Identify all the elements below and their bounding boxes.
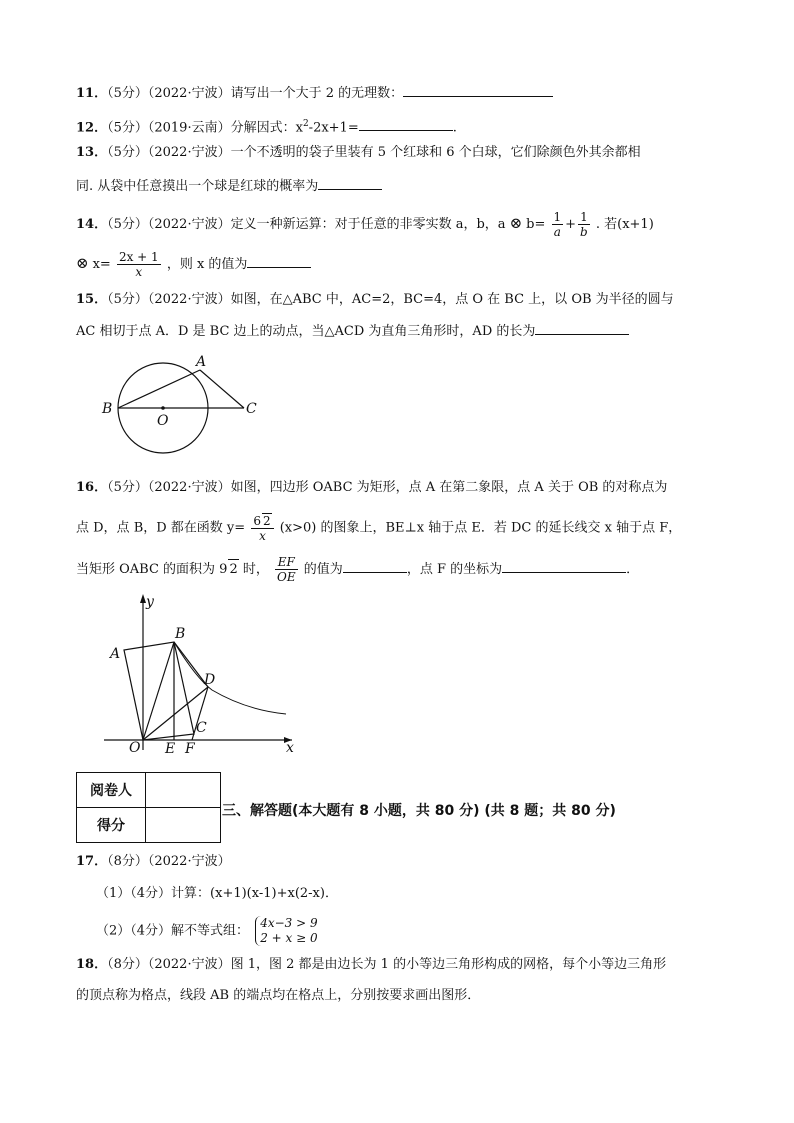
answer-blank[interactable] [318, 175, 382, 190]
fraction-6root2-over-x: $\frac{6 2}{x}$ [251, 513, 273, 543]
otimes-symbol: ⊗ [509, 214, 523, 232]
label-b: B [175, 626, 186, 642]
question-14-line2: ⊗ x= $\frac{2x + 1}{x}$ ，则 x 的值为 [76, 250, 716, 279]
score-table [76, 772, 221, 843]
hyperbola-curve [174, 642, 286, 714]
question-16: 16．（5分）（2022·宁波）如图，四边形 OABC 为矩形，点 A 在第二象限，点 A 关于 OB 的对称点为 [76, 480, 668, 495]
fraction-1-over-a: $\frac{1}{a}$ [553, 210, 562, 239]
question-11: 11．（5分）（2022·宁波）请写出一个大于 2 的无理数： [76, 82, 716, 104]
answer-blank[interactable] [343, 558, 407, 573]
label-b: B [102, 401, 113, 417]
answer-blank[interactable] [359, 116, 453, 131]
segment-ba [118, 370, 200, 408]
label-o: O [157, 413, 169, 429]
figure-rectangle-hyperbola [96, 590, 306, 758]
question-13: 13．（5分）（2022·宁波）一个不透明的袋子里装有 5 个红球和 6 个白球，它们除颜色外其余都相 [76, 145, 641, 160]
label-a: A [110, 646, 121, 662]
reviewer-label: 阅卷人 [77, 773, 146, 808]
label-c: C [196, 720, 207, 736]
fraction-2x-plus-1-over-x: $\frac{2x + 1}{x}$ [118, 250, 159, 279]
question-17-part1: （1）（4分）计算：(x+1)(x-1)+x(2-x)． [96, 886, 338, 901]
segment-ac [200, 370, 244, 408]
question-17: 17．（8分）（2022·宁波） [76, 854, 231, 869]
score-label: 得分 [77, 808, 146, 843]
otimes-symbol: ⊗ [76, 254, 89, 272]
question-15-line2: AC 相切于点 A．D 是 BC 边上的动点，当△ACD 为直角三角形时，AD 的长为 [76, 320, 716, 342]
score-cell[interactable] [146, 808, 221, 843]
question-15: 15．（5分）（2022·宁波）如图，在△ABC 中，AC=2，BC=4，点 O 在 BC 上，以 OB 为半径的圆与 [76, 292, 674, 307]
answer-blank[interactable] [247, 253, 311, 268]
label-e: E [165, 741, 176, 757]
question-16-line3: 当矩形 OABC 的面积为 9 2 时， $\frac{EF}{OE}$ 的值为 ，点 F 的坐标为 ． [76, 555, 640, 584]
label-y: y [146, 594, 154, 610]
label-x: x [286, 740, 294, 756]
reviewer-cell[interactable] [146, 773, 221, 808]
point-o [161, 406, 165, 410]
fraction-ef-over-oe: $\frac{EF}{OE}$ [277, 555, 296, 584]
inequality-system: 4x−3 > 9 2 + x ≥ 0 [255, 916, 317, 946]
figure-circle-triangle [96, 350, 266, 460]
segment-ob [143, 642, 174, 740]
answer-blank[interactable] [502, 558, 626, 573]
label-o: O [129, 740, 141, 756]
label-a: A [196, 354, 207, 370]
question-14: 14．（5分）（2022·宁波）定义一种新运算：对于任意的非零实数 a，b，a ⊗ b= $\frac{1}{a}$ + $\frac{1}{b}$ . 若(x+1) [76, 210, 654, 239]
question-13-line2: 同. 从袋中任意摸出一个球是红球的概率为 [76, 175, 716, 197]
question-12: 12．（5分）（2019·云南）分解因式：$x^2-2x+1=$ . [76, 114, 716, 138]
answer-blank[interactable] [403, 82, 553, 97]
label-d: D [204, 672, 216, 688]
label-f: F [185, 741, 195, 757]
question-18-line2: 的顶点称为格点，线段 AB 的端点均在格点上，分别按要求画出图形． [76, 988, 481, 1003]
answer-blank[interactable] [535, 320, 629, 335]
label-c: C [246, 401, 257, 417]
fraction-1-over-b: $\frac{1}{b}$ [580, 210, 588, 239]
section-title: 三、解答题(本大题有 8 小题，共 80 分) (共 8 题；共 80 分) [222, 803, 616, 819]
question-16-line2: 点 D，点 B，D 都在函数 y= $\frac{6 2}{x}$ (x>0) 的图象上，BE⊥x 轴于点 E．若 DC 的延长线交 x 轴于点 F， [76, 514, 682, 543]
question-17-part2: （2）（4分）解不等式组： 4x−3 > 9 2 + x ≥ 0 [96, 916, 318, 945]
question-18: 18．（8分）（2022·宁波）图 1，图 2 都是由边长为 1 的小等边三角形构成的网格，每个小等边三角形 [76, 957, 667, 972]
